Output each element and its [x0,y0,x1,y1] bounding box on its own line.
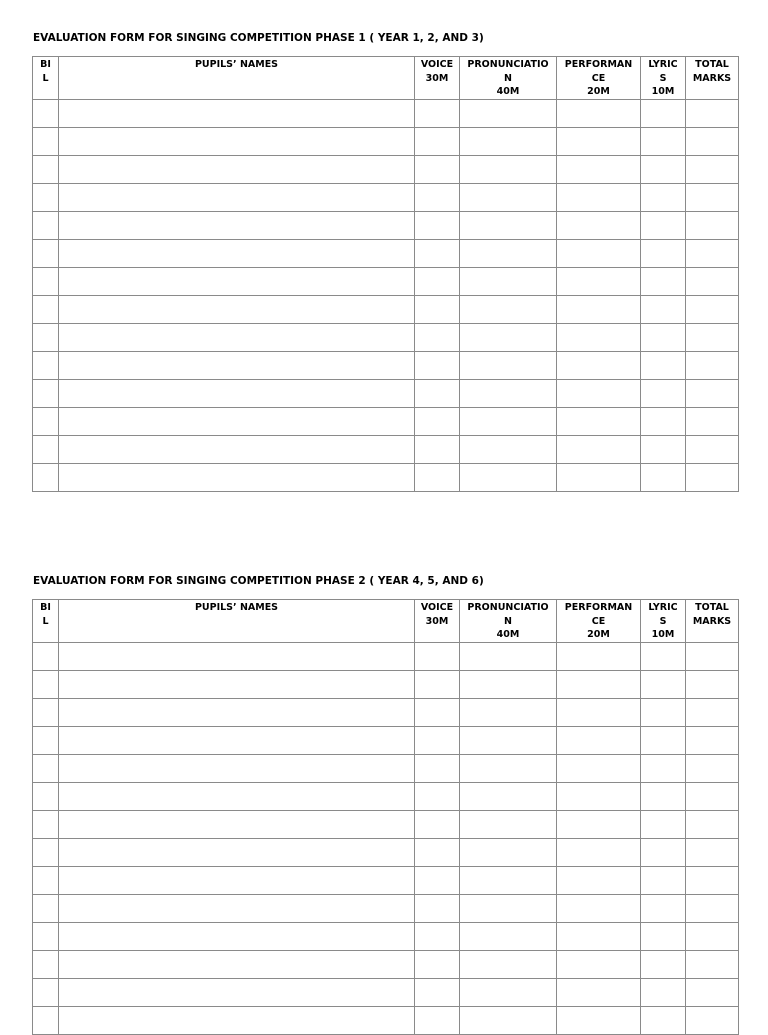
voice-mark-cell[interactable] [415,267,460,295]
total-marks-cell[interactable] [686,670,739,698]
lyrics-mark-cell[interactable] [641,950,686,978]
lyrics-mark-cell[interactable] [641,810,686,838]
pupil-name-cell[interactable] [59,698,415,726]
voice-mark-cell[interactable] [415,922,460,950]
table-row [33,670,739,698]
pronunciation-mark-cell[interactable] [460,463,557,491]
bil-cell[interactable] [33,894,59,922]
pronunciation-mark-cell[interactable] [460,267,557,295]
performance-mark-cell[interactable] [557,211,641,239]
pupil-name-cell[interactable] [59,211,415,239]
performance-mark-cell[interactable] [557,463,641,491]
voice-mark-cell[interactable] [415,127,460,155]
table-row [33,183,739,211]
total-marks-cell[interactable] [686,642,739,670]
voice-mark-cell[interactable] [415,183,460,211]
total-marks-cell[interactable] [686,407,739,435]
pronunciation-mark-cell[interactable] [460,155,557,183]
performance-mark-cell[interactable] [557,127,641,155]
pronunciation-mark-cell[interactable] [460,99,557,127]
voice-mark-cell[interactable] [415,99,460,127]
performance-mark-cell[interactable] [557,782,641,810]
bil-cell[interactable] [33,155,59,183]
table-row [33,379,739,407]
performance-mark-cell[interactable] [557,295,641,323]
voice-mark-cell[interactable] [415,698,460,726]
table-row [33,323,739,351]
lyrics-mark-cell[interactable] [641,894,686,922]
table-row [33,866,739,894]
bil-cell[interactable] [33,838,59,866]
bil-cell[interactable] [33,810,59,838]
performance-mark-cell[interactable] [557,351,641,379]
total-marks-cell[interactable] [686,267,739,295]
total-marks-cell[interactable] [686,127,739,155]
lyrics-mark-cell[interactable] [641,642,686,670]
pupil-name-cell[interactable] [59,183,415,211]
bil-cell[interactable] [33,267,59,295]
pronunciation-mark-cell[interactable] [460,810,557,838]
col-header-bil: BI L [33,600,59,643]
table-row [33,810,739,838]
col-header-pronunciation: PRONUNCIATIO N 40M [460,57,557,100]
bil-cell[interactable] [33,978,59,1006]
pupil-name-cell[interactable] [59,642,415,670]
performance-mark-cell[interactable] [557,838,641,866]
voice-mark-cell[interactable] [415,379,460,407]
lyrics-mark-cell[interactable] [641,866,686,894]
lyrics-mark-cell[interactable] [641,379,686,407]
lyrics-mark-cell[interactable] [641,183,686,211]
performance-mark-cell[interactable] [557,1006,641,1034]
performance-mark-cell[interactable] [557,810,641,838]
performance-mark-cell[interactable] [557,99,641,127]
pronunciation-mark-cell[interactable] [460,866,557,894]
performance-mark-cell[interactable] [557,894,641,922]
voice-mark-cell[interactable] [415,239,460,267]
bil-cell[interactable] [33,642,59,670]
voice-mark-cell[interactable] [415,295,460,323]
lyrics-mark-cell[interactable] [641,1006,686,1034]
table-row [33,978,739,1006]
pronunciation-mark-cell[interactable] [460,670,557,698]
voice-mark-cell[interactable] [415,726,460,754]
lyrics-mark-cell[interactable] [641,295,686,323]
table-row [33,894,739,922]
performance-mark-cell[interactable] [557,323,641,351]
evaluation-table [32,56,739,492]
col-header-pupils-names: PUPILS’ NAMES [59,600,415,643]
performance-mark-cell[interactable] [557,239,641,267]
table-row [33,838,739,866]
total-marks-cell[interactable] [686,810,739,838]
col-header-total-marks: TOTAL MARKS [686,57,739,100]
bil-cell[interactable] [33,239,59,267]
pronunciation-mark-cell[interactable] [460,295,557,323]
pupil-name-cell[interactable] [59,922,415,950]
pronunciation-mark-cell[interactable] [460,838,557,866]
total-marks-cell[interactable] [686,211,739,239]
total-marks-cell[interactable] [686,894,739,922]
total-marks-cell[interactable] [686,950,739,978]
lyrics-mark-cell[interactable] [641,127,686,155]
total-marks-cell[interactable] [686,351,739,379]
performance-mark-cell[interactable] [557,267,641,295]
table-row [33,267,739,295]
performance-mark-cell[interactable] [557,698,641,726]
total-marks-cell[interactable] [686,99,739,127]
pronunciation-mark-cell[interactable] [460,698,557,726]
bil-cell[interactable] [33,435,59,463]
performance-mark-cell[interactable] [557,642,641,670]
lyrics-mark-cell[interactable] [641,726,686,754]
total-marks-cell[interactable] [686,922,739,950]
total-marks-cell[interactable] [686,698,739,726]
lyrics-mark-cell[interactable] [641,922,686,950]
bil-cell[interactable] [33,127,59,155]
total-marks-cell[interactable] [686,782,739,810]
voice-mark-cell[interactable] [415,810,460,838]
bil-cell[interactable] [33,211,59,239]
lyrics-mark-cell[interactable] [641,754,686,782]
voice-mark-cell[interactable] [415,838,460,866]
pupil-name-cell[interactable] [59,407,415,435]
bil-cell[interactable] [33,323,59,351]
table-row [33,351,739,379]
bil-cell[interactable] [33,99,59,127]
bil-cell[interactable] [33,351,59,379]
lyrics-mark-cell[interactable] [641,155,686,183]
lyrics-mark-cell[interactable] [641,978,686,1006]
bil-cell[interactable] [33,407,59,435]
table-header-row [33,57,739,100]
col-header-pronunciation: PRONUNCIATIO N 40M [460,600,557,643]
total-marks-cell[interactable] [686,183,739,211]
lyrics-mark-cell[interactable] [641,435,686,463]
voice-mark-cell[interactable] [415,435,460,463]
pronunciation-mark-cell[interactable] [460,754,557,782]
voice-mark-cell[interactable] [415,978,460,1006]
table-row [33,463,739,491]
performance-mark-cell[interactable] [557,950,641,978]
bil-cell[interactable] [33,782,59,810]
table-row [33,726,739,754]
pupil-name-cell[interactable] [59,894,415,922]
table-row [33,435,739,463]
evaluation-table [32,599,739,1035]
bil-cell[interactable] [33,1006,59,1034]
pronunciation-mark-cell[interactable] [460,782,557,810]
lyrics-mark-cell[interactable] [641,211,686,239]
lyrics-mark-cell[interactable] [641,838,686,866]
table-row [33,922,739,950]
pupil-name-cell[interactable] [59,435,415,463]
bil-cell[interactable] [33,183,59,211]
col-header-voice: VOICE 30M [415,600,460,643]
total-marks-cell[interactable] [686,978,739,1006]
bil-cell[interactable] [33,866,59,894]
pupil-name-cell[interactable] [59,950,415,978]
table-header-row [33,600,739,643]
voice-mark-cell[interactable] [415,351,460,379]
performance-mark-cell[interactable] [557,379,641,407]
total-marks-cell[interactable] [686,726,739,754]
pupil-name-cell[interactable] [59,155,415,183]
lyrics-mark-cell[interactable] [641,99,686,127]
col-header-lyrics: LYRIC S 10M [641,57,686,100]
pronunciation-mark-cell[interactable] [460,351,557,379]
lyrics-mark-cell[interactable] [641,239,686,267]
pupil-name-cell[interactable] [59,1006,415,1034]
pronunciation-mark-cell[interactable] [460,127,557,155]
pronunciation-mark-cell[interactable] [460,323,557,351]
performance-mark-cell[interactable] [557,183,641,211]
total-marks-cell[interactable] [686,379,739,407]
pupil-name-cell[interactable] [59,239,415,267]
bil-cell[interactable] [33,295,59,323]
voice-mark-cell[interactable] [415,754,460,782]
col-header-voice: VOICE 30M [415,57,460,100]
total-marks-cell[interactable] [686,1006,739,1034]
bil-cell[interactable] [33,379,59,407]
table-row [33,295,739,323]
pronunciation-mark-cell[interactable] [460,726,557,754]
pupil-name-cell[interactable] [59,295,415,323]
pupil-name-cell[interactable] [59,810,415,838]
performance-mark-cell[interactable] [557,866,641,894]
col-header-bil: BI L [33,57,59,100]
total-marks-cell[interactable] [686,323,739,351]
pupil-name-cell[interactable] [59,99,415,127]
col-header-performance: PERFORMAN CE 20M [557,57,641,100]
total-marks-cell[interactable] [686,155,739,183]
performance-mark-cell[interactable] [557,754,641,782]
pupil-name-cell[interactable] [59,670,415,698]
total-marks-cell[interactable] [686,838,739,866]
performance-mark-cell[interactable] [557,155,641,183]
total-marks-cell[interactable] [686,866,739,894]
pronunciation-mark-cell[interactable] [460,407,557,435]
pupil-name-cell[interactable] [59,379,415,407]
pupil-name-cell[interactable] [59,782,415,810]
voice-mark-cell[interactable] [415,155,460,183]
table-row [33,127,739,155]
lyrics-mark-cell[interactable] [641,351,686,379]
pupil-name-cell[interactable] [59,323,415,351]
total-marks-cell[interactable] [686,295,739,323]
lyrics-mark-cell[interactable] [641,407,686,435]
pupil-name-cell[interactable] [59,754,415,782]
pronunciation-mark-cell[interactable] [460,183,557,211]
pronunciation-mark-cell[interactable] [460,922,557,950]
lyrics-mark-cell[interactable] [641,323,686,351]
voice-mark-cell[interactable] [415,950,460,978]
col-header-total-marks: TOTAL MARKS [686,600,739,643]
pupil-name-cell[interactable] [59,351,415,379]
total-marks-cell[interactable] [686,239,739,267]
performance-mark-cell[interactable] [557,922,641,950]
voice-mark-cell[interactable] [415,407,460,435]
table-row [33,239,739,267]
performance-mark-cell[interactable] [557,435,641,463]
bil-cell[interactable] [33,698,59,726]
pronunciation-mark-cell[interactable] [460,211,557,239]
bil-cell[interactable] [33,754,59,782]
table-row [33,211,739,239]
voice-mark-cell[interactable] [415,866,460,894]
form-title: EVALUATION FORM FOR SINGING COMPETITION PHASE 2 ( YEAR 4, 5, AND 6) [33,575,484,587]
bil-cell[interactable] [33,726,59,754]
total-marks-cell[interactable] [686,435,739,463]
pronunciation-mark-cell[interactable] [460,978,557,1006]
pronunciation-mark-cell[interactable] [460,239,557,267]
voice-mark-cell[interactable] [415,782,460,810]
table-row [33,407,739,435]
table-row [33,642,739,670]
performance-mark-cell[interactable] [557,978,641,1006]
table-row [33,155,739,183]
table-row [33,1006,739,1034]
voice-mark-cell[interactable] [415,670,460,698]
performance-mark-cell[interactable] [557,726,641,754]
pronunciation-mark-cell[interactable] [460,1006,557,1034]
table-row [33,782,739,810]
voice-mark-cell[interactable] [415,463,460,491]
pupil-name-cell[interactable] [59,978,415,1006]
pronunciation-mark-cell[interactable] [460,642,557,670]
table-row [33,754,739,782]
col-header-performance: PERFORMAN CE 20M [557,600,641,643]
performance-mark-cell[interactable] [557,670,641,698]
bil-cell[interactable] [33,463,59,491]
voice-mark-cell[interactable] [415,1006,460,1034]
lyrics-mark-cell[interactable] [641,463,686,491]
voice-mark-cell[interactable] [415,211,460,239]
table-row [33,698,739,726]
pupil-name-cell[interactable] [59,267,415,295]
pupil-name-cell[interactable] [59,866,415,894]
pronunciation-mark-cell[interactable] [460,435,557,463]
pronunciation-mark-cell[interactable] [460,894,557,922]
col-header-lyrics: LYRIC S 10M [641,600,686,643]
voice-mark-cell[interactable] [415,894,460,922]
total-marks-cell[interactable] [686,463,739,491]
bil-cell[interactable] [33,670,59,698]
pupil-name-cell[interactable] [59,127,415,155]
pronunciation-mark-cell[interactable] [460,379,557,407]
pupil-name-cell[interactable] [59,463,415,491]
voice-mark-cell[interactable] [415,642,460,670]
lyrics-mark-cell[interactable] [641,698,686,726]
table-row [33,99,739,127]
total-marks-cell[interactable] [686,754,739,782]
pupil-name-cell[interactable] [59,838,415,866]
lyrics-mark-cell[interactable] [641,670,686,698]
pupil-name-cell[interactable] [59,726,415,754]
bil-cell[interactable] [33,950,59,978]
form-title: EVALUATION FORM FOR SINGING COMPETITION PHASE 1 ( YEAR 1, 2, AND 3) [33,32,484,44]
performance-mark-cell[interactable] [557,407,641,435]
lyrics-mark-cell[interactable] [641,267,686,295]
pronunciation-mark-cell[interactable] [460,950,557,978]
voice-mark-cell[interactable] [415,323,460,351]
col-header-pupils-names: PUPILS’ NAMES [59,57,415,100]
lyrics-mark-cell[interactable] [641,782,686,810]
table-row [33,950,739,978]
bil-cell[interactable] [33,922,59,950]
